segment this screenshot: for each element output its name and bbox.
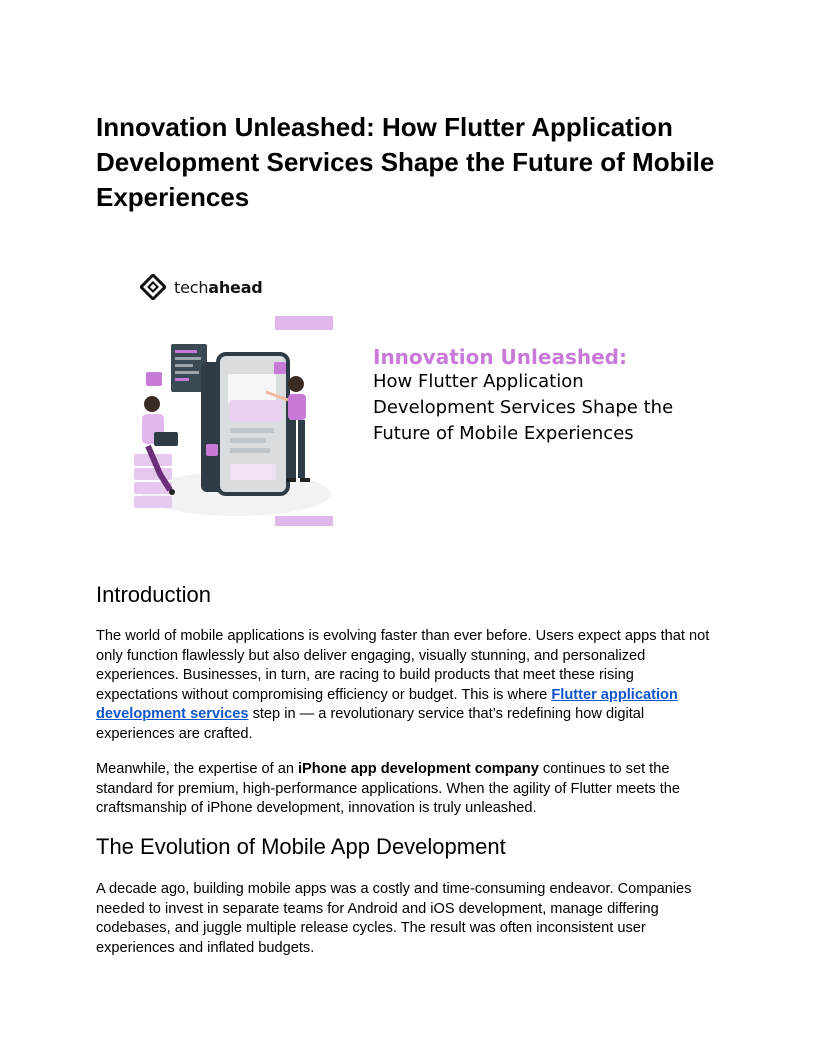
intro-paragraph-1 [96, 627, 718, 744]
banner-heading: Innovation Unleashed: [373, 345, 627, 369]
banner-subheading: How Flutter Application Development Services Shape the Future of Mobile Experiences [373, 371, 674, 444]
developers-illustration [126, 314, 336, 530]
flutter-services-link[interactable]: Flutter application development services [96, 686, 678, 722]
intro-paragraph-2 [96, 760, 718, 819]
intro-p1-text-end: step in — a revolutionary service that’s redefining how digital experiences are crafted. [96, 706, 645, 742]
intro-p2-text-start: Meanwhile, the expertise of an [96, 761, 298, 777]
intro-p1-text-start: The world of mobile applications is evolving faster than ever before. Users expect apps that not only function flawlessly but also deliver engaging, visually stunning, and personalized experiences. Businesses, in turn, are racing to build products that meet these rising expectations without compromising efficiency or budget. This is where [96, 628, 710, 703]
logo-text-prefix: tech [174, 277, 209, 297]
logo-text-suffix: ahead [208, 277, 263, 297]
diamond-logo-icon [140, 274, 166, 300]
evolution-paragraph-1: A decade ago, building mobile apps was a costly and time-consuming endeavor. Companies needed to invest in separate teams for Android and iOS development, manage differing codebases, and juggle multiple release cycles. The result was often inconsistent user experiences and inflated budgets. [96, 881, 692, 956]
hero-banner [96, 258, 720, 538]
company-logo [140, 274, 263, 300]
section-heading-introduction: Introduction [96, 582, 211, 607]
page-title: Innovation Unleashed: How Flutter Application Development Services Shape the Future of Mobile Experiences [96, 112, 715, 212]
intro-p2-bold-phrase: iPhone app development company [298, 761, 539, 777]
intro-p2-text-end: continues to set the standard for premium, high-performance applications. When the agility of Flutter meets the craftsmanship of iPhone development, innovation is truly unleashed. [96, 761, 681, 816]
section-heading-evolution: The Evolution of Mobile App Development [96, 834, 506, 859]
